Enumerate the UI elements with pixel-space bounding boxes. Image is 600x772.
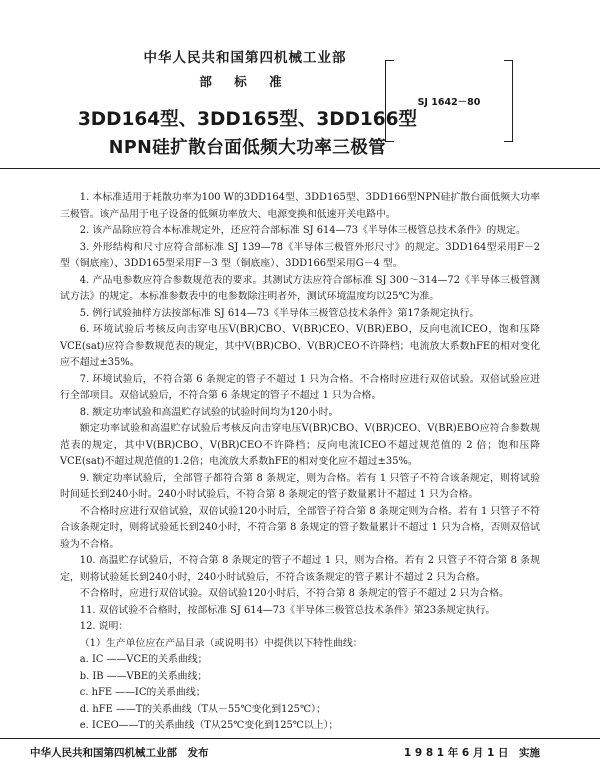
paragraph: 8. 额定功率试验和高温贮存试验的试验时间均为120小时。 xyxy=(79,406,339,418)
paragraph: 5. 例行试验抽样方法按部标准 SJ 614—73《半导体三极管总技术条件》第17条规定执行。 xyxy=(79,307,480,319)
header-rule xyxy=(0,168,600,169)
paragraph: 2. 该产品除应符合本标准规定外，还应符合部标准 SJ 614—73《半导体三极管总技术条件》的规定。 xyxy=(79,225,526,236)
paragraph: 10. 高温贮存试验后，不符合第 8 条规定的管子不超过 1 只，则为合格。若有 2 只管子不符合第 8 条规定，则将试验延长到240小时，240小时试验后，不符合该条规定的管子累计不超过 2 只为合格。 xyxy=(60,555,540,583)
paragraph: 不合格时应进行双倍试验，双倍试验120小时后，全部管子符合第 8 条规定则为合格。若有 1 只管子不符合该条规定时，则将试验延长到240小时，不符合第 8 条规定的管子数量累计不超过 1 只为合格，否则双倍试验为不合格。 xyxy=(60,505,540,550)
paragraph: 4. 产品电参数应符合参数规范表的要求。其测试方法应符合部标准 SJ 300～314—72《半导体三极管测试方法》的规定。本标准参数表中的电参数除注明者外，测试环境温度均以25℃为准。 xyxy=(60,274,540,302)
list-item: b. IB ——VBE的关系曲线； xyxy=(79,670,208,682)
paragraph: 6. 环境试验后考核反向击穿电压V(BR)CBO、V(BR)CEO、V(BR)EBO，反向电流ICEO，饱和压降VCE(sat)应符合参数规范表的规定，其中V(BR)CBO、V(BR)CEO不许降档；电流放大系数hFE的相对变化应不超过±35%。 xyxy=(60,324,540,368)
paragraph: 9. 额定功率试验后，全部管子都符合第 8 条规定，则为合格。若有 1 只管子不符合该条规定，则将试验时间延长到240小时。240小时试验后，不符合第 8 条规定的管子数量累计不超过 1 只为合格。 xyxy=(60,472,540,500)
paragraph: 11. 双倍试验不合格时，按部标准 SJ 614—73《半导体三极管总技术条件》第23条规定执行。 xyxy=(79,604,496,616)
paragraph: 额定功率试验和高温贮存试验后考核反向击穿电压V(BR)CBO、V(BR)CEO、V(BR)EBO应符合参数规范表的规定，其中V(BR)CBO、V(BR)CEO不许降档；反向电流ICEO不超过规范值的 2 倍；饱和压降VCE(sat)不超过规范值的1.2倍；电流放大系数hFE的相对变化应不超过±35%。 xyxy=(60,423,540,467)
footer-publisher: 中华人民共和国第四机械工业部 发布 xyxy=(30,747,209,759)
footer-date: 1 9 8 1 年 6 月 1 日 实施 xyxy=(403,747,540,759)
paragraph: 3. 外形结构和尺寸应符合部标准 SJ 139—78《半导体三极管外形尺寸》的规定。3DD164型采用F－2 型（铜底座）、3DD165型采用F－3 型（铜底座）、3DD166型采用G－4 型。 xyxy=(60,241,540,269)
list-item: a. IC ——VCE的关系曲线； xyxy=(79,654,208,665)
list-item: e. ICEO——T的关系曲线（T从25℃变化到125℃以上）； xyxy=(79,720,339,731)
paragraph: （1）生产单位应在产品目录（或说明书）中提供以下特性曲线： xyxy=(79,637,363,649)
body-text xyxy=(60,190,540,735)
paragraph: 12. 说明： xyxy=(79,621,129,632)
footer-rule xyxy=(0,738,600,739)
paragraph: 不合格时，应进行双倍试验。双倍试验120小时后，不符合第 8 条规定的管子不超过 2 只为合格。 xyxy=(79,588,509,599)
standard-code: SJ 1642－80 xyxy=(417,97,481,108)
title-line-1: 3DD164型、3DD165型、3DD166型 xyxy=(77,109,418,130)
title-line-2: NPN硅扩散台面低频大功率三极管 xyxy=(108,138,387,158)
list-item: d. hFE ——T的关系曲线（T从－55℃变化到125℃）； xyxy=(79,703,326,715)
list-item: c. hFE ——IC的关系曲线； xyxy=(79,687,206,698)
paragraph: 1. 本标准适用于耗散功率为100 W的3DD164型、3DD165型、3DD166型NPN硅扩散台面低频大功率三极管。该产品用于电子设备的低频功率放大、电源变换和低速开关电路中。 xyxy=(60,192,540,220)
standard-label: 部 标 准 xyxy=(199,74,291,89)
ministry-heading: 中华人民共和国第四机械工业部 xyxy=(143,50,347,66)
paragraph: 7. 环境试验后，不符合第 6 条规定的管子不超过 1 只为合格。不合格时应进行双倍试验。双倍试验应进行全部项目。双倍试验后，不符合第 6 条规定的管子不超过 1 只为合格。 xyxy=(60,373,540,401)
